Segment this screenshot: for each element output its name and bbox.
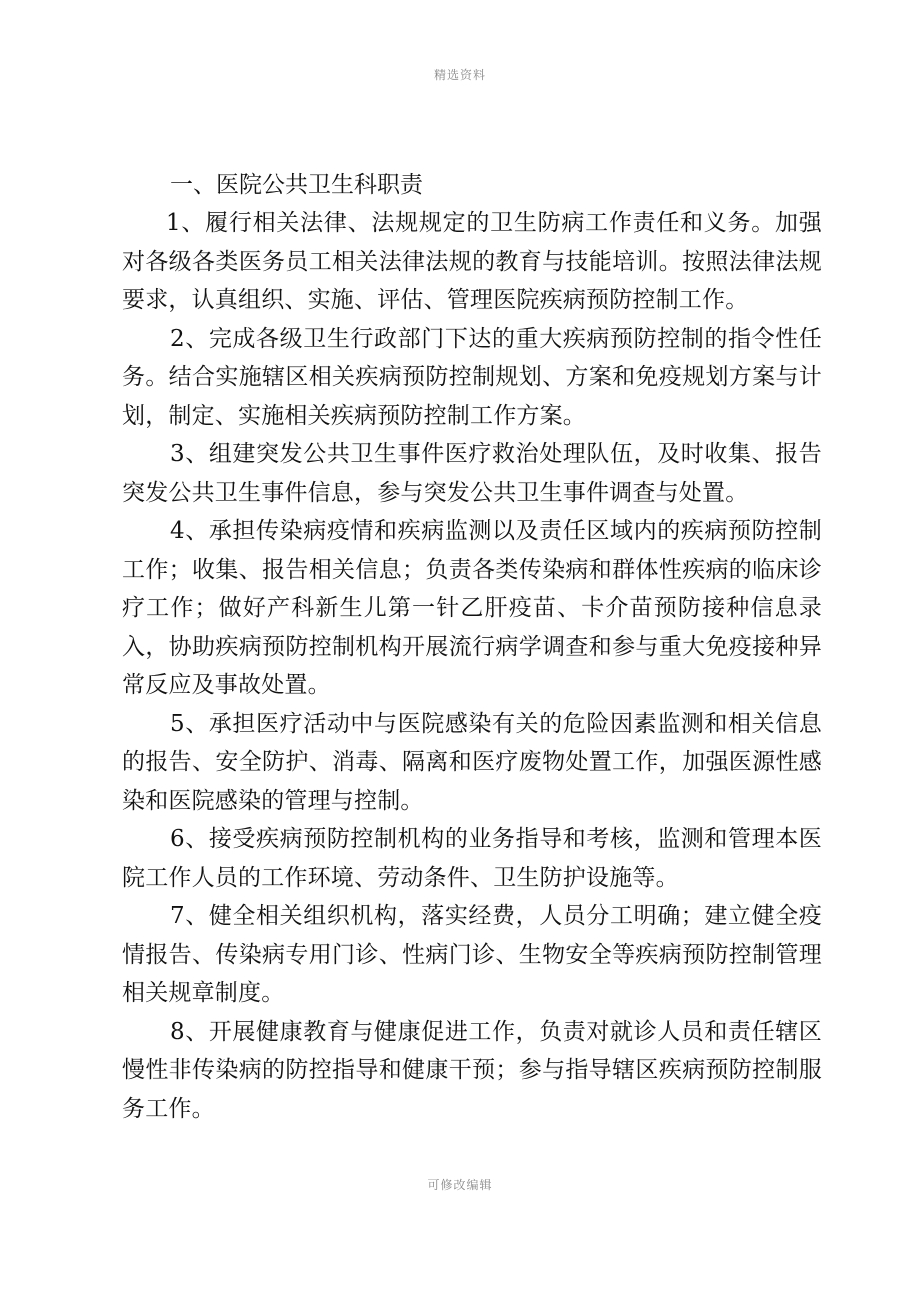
duty-item-4: 4、承担传染病疫情和疾病监测以及责任区域内的疾病预防控制工作；收集、报告相关信息；负责各类传染病和群体性疾病的临床诊疗工作；做好产科新生儿第一针乙肝疫苗、卡介苗预防接种信息录入，协助疾病预防控制机构开展流行病学调查和参与重大免疫接种异常反应及事故处置。	[122, 518, 822, 698]
duty-item-2: 2、完成各级卫生行政部门下达的重大疾病预防控制的指令性任务。结合实施辖区相关疾病预防控制规划、方案和免疫规划方案与计划，制定、实施相关疾病预防控制工作方案。	[122, 325, 822, 429]
duty-item-6: 6、接受疾病预防控制机构的业务指导和考核，监测和管理本医院工作人员的工作环境、劳动条件、卫生防护设施等。	[122, 826, 822, 891]
section-title: 一、医院公共卫生科职责	[170, 172, 423, 198]
document-body	[122, 166, 822, 1128]
duty-item-8: 8、开展健康教育与健康促进工作，负责对就诊人员和责任辖区慢性非传染病的防控指导和健康干预；参与指导辖区疾病预防控制服务工作。	[122, 1018, 822, 1122]
duty-item-1: 1、履行相关法律、法规规定的卫生防病工作责任和义务。加强对各级各类医务员工相关法律法规的教育与技能培训。按照法律法规要求，认真组织、实施、评估、管理医院疾病预防控制工作。	[122, 210, 822, 313]
duty-item-5: 5、承担医疗活动中与医院感染有关的危险因素监测和相关信息的报告、安全防护、消毒、隔离和医疗废物处置工作，加强医源性感染和医院感染的管理与控制。	[122, 710, 822, 814]
duty-item-3: 3、组建突发公共卫生事件医疗救治处理队伍，及时收集、报告突发公共卫生事件信息，参与突发公共卫生事件调查与处置。	[122, 441, 822, 506]
duty-item-7: 7、健全相关组织机构，落实经费，人员分工明确；建立健全疫情报告、传染病专用门诊、性病门诊、生物安全等疾病预防控制管理相关规章制度。	[122, 903, 822, 1006]
footer-note: 可修改编辑	[427, 1178, 493, 1192]
header-note: 精选资料	[433, 68, 486, 82]
